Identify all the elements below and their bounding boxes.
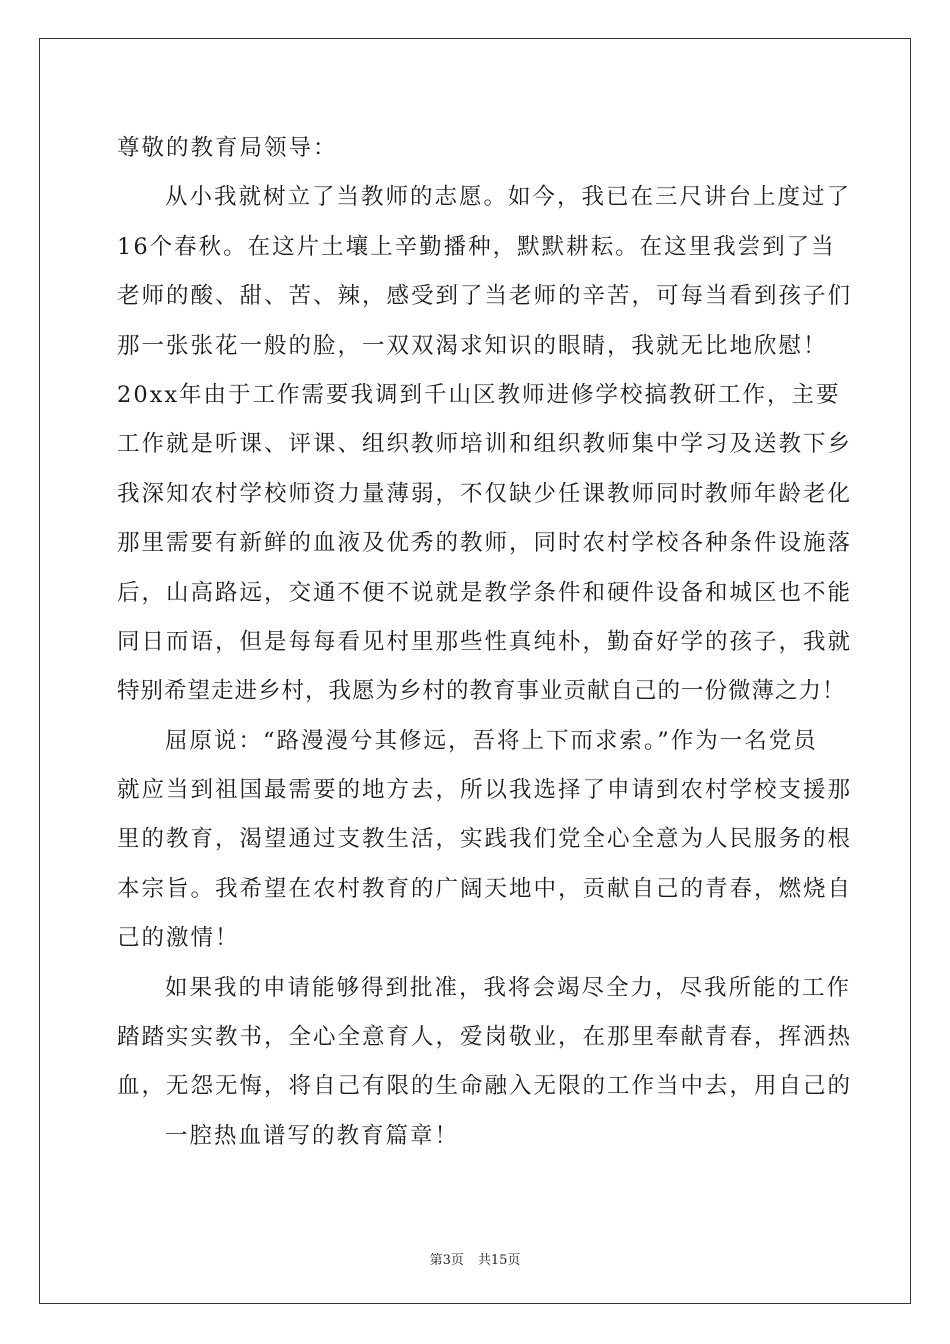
page-number: 第3页 <box>429 1253 464 1268</box>
paragraph-line: 就应当到祖国最需要的地方去，所以我选择了申请到农村学校支援那 <box>117 777 853 804</box>
paragraph-line: 特别希望走进乡村，我愿为乡村的教育事业贡献自己的一份微薄之力！ <box>117 678 846 705</box>
paragraph-line: 我深知农村学校师资力量薄弱，不仅缺少任课教师同时教师年龄老化 <box>117 480 853 507</box>
letter-body <box>117 124 853 1161</box>
paragraph-line: 踏踏实实教书，全心全意育人，爱岗敬业，在那里奉献青春，挥洒热 <box>117 1024 853 1051</box>
paragraph-line: 那里需要有新鲜的血液及优秀的教师，同时农村学校各种条件设施落 <box>117 530 853 557</box>
paragraph-line: 血，无怨无悔，将自己有限的生命融入无限的工作当中去，用自己的 <box>117 1073 853 1100</box>
paragraph-line: 一腔热血谱写的教育篇章！ <box>165 1122 460 1149</box>
paragraph-line: 20xx年由于工作需要我调到千山区教师进修学校搞教研工作，主要 <box>117 381 841 408</box>
paragraph-line: 己的激情！ <box>117 925 240 952</box>
paragraph-line: 本宗旨。我希望在农村教育的广阔天地中，贡献自己的青春，燃烧自 <box>117 875 853 902</box>
paragraph-line: 如果我的申请能够得到批准，我将会竭尽全力，尽我所能的工作 <box>165 974 852 1001</box>
paragraph-line: 后，山高路远，交通不便不说就是教学条件和硬件设备和城区也不能 <box>117 579 853 606</box>
salutation-line: 尊敬的教育局领导： <box>117 135 338 161</box>
page-footer <box>0 1249 950 1268</box>
paragraph-line: 老师的酸、甜、苦、辣，感受到了当老师的辛苦，可每当看到孩子们 <box>117 283 853 310</box>
paragraph-line: 里的教育，渴望通过支教生活，实践我们党全心全意为人民服务的根 <box>117 826 853 853</box>
paragraph-line: 同日而语，但是每每看见村里那些性真纯朴，勤奋好学的孩子，我就 <box>117 628 853 655</box>
paragraph-line: 那一张张花一般的脸，一双双渴求知识的眼睛，我就无比地欣慰！ <box>117 332 828 359</box>
paragraph-line: 工作就是听课、评课、组织教师培训和组织教师集中学习及送教下乡 <box>117 431 853 458</box>
paragraph-line: 16个春秋。在这片土壤上辛勤播种，默默耕耘。在这里我尝到了当 <box>117 233 836 260</box>
paragraph-line: 屈原说：“路漫漫兮其修远，吾将上下而求索。”作为一名党员 <box>165 727 818 754</box>
page-total: 共15页 <box>477 1253 521 1268</box>
paragraph-line: 从小我就树立了当教师的志愿。如今，我已在三尺讲台上度过了 <box>165 184 852 211</box>
